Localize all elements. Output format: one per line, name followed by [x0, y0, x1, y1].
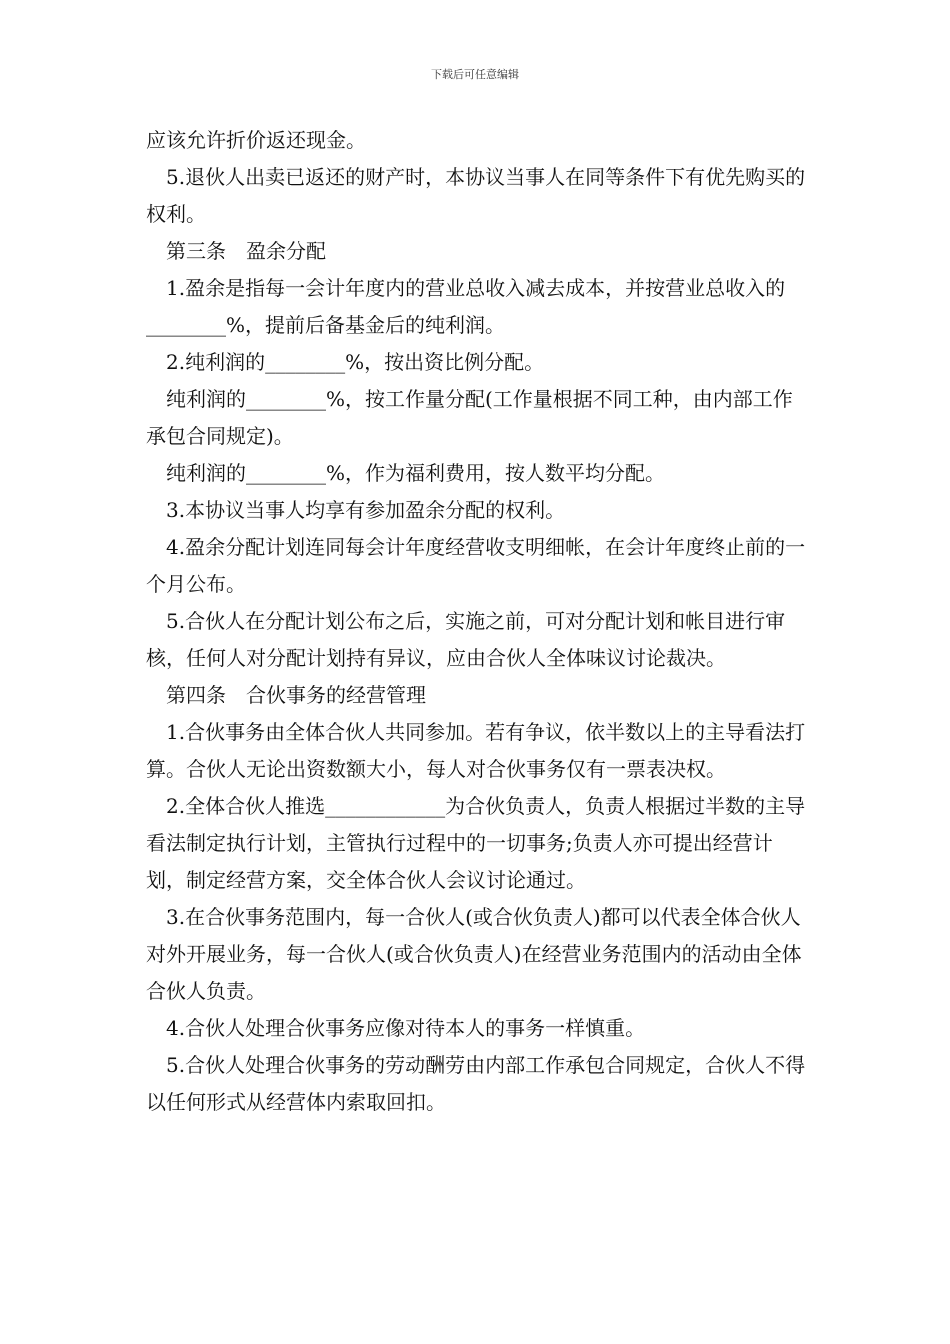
paragraph: 2.全体合伙人推选____________为合伙负责人，负责人根据过半数的主导看法制定执行计划，主管执行过程中的一切事务;负责人亦可提出经营计划，制定经营方案，交全体合伙人会议讨论通过。: [146, 794, 806, 892]
document-body: [146, 122, 810, 1121]
paragraph: 4.合伙人处理合伙事务应像对待本人的事务一样慎重。: [166, 1016, 646, 1040]
paragraph: 1.盈余是指每一会计年度内的营业总收入减去成本，并按营业总收入的________%，提前后备基金后的纯利润。: [146, 276, 786, 337]
paragraph: 1.合伙事务由全体合伙人共同参加。若有争议，依半数以上的主导看法打算。合伙人无论出资数额大小，每人对合伙事务仅有一票表决权。: [146, 720, 806, 781]
paragraph: 2.纯利润的________%，按出资比例分配。: [166, 350, 545, 374]
paragraph: 5.合伙人在分配计划公布之后，实施之前，可对分配计划和帐目进行审核，任何人对分配计划持有异议，应由合伙人全体味议讨论裁决。: [146, 609, 786, 670]
section-heading: 第三条 盈余分配: [166, 239, 326, 263]
paragraph: 纯利润的________%，作为福利费用，按人数平均分配。: [166, 461, 666, 485]
paragraph: 纯利润的________%，按工作量分配(工作量根据不同工种，由内部工作承包合同规定)。: [146, 387, 793, 448]
paragraph: 5.合伙人处理合伙事务的劳动酬劳由内部工作承包合同规定，合伙人不得以任何形式从经营体内索取回扣。: [146, 1053, 806, 1114]
paragraph: 3.本协议当事人均享有参加盈余分配的权利。: [166, 498, 566, 522]
paragraph: 3.在合伙事务范围内，每一合伙人(或合伙负责人)都可以代表全体合伙人对外开展业务，每一合伙人(或合伙负责人)在经营业务范围内的活动由全体合伙人负责。: [146, 905, 802, 1003]
page-header: 下载后可任意编辑: [431, 68, 519, 81]
paragraph: 4.盈余分配计划连同每会计年度经营收支明细帐，在会计年度终止前的一个月公布。: [146, 535, 806, 596]
section-heading: 第四条 合伙事务的经营管理: [166, 683, 426, 707]
paragraph: 5.退伙人出卖已返还的财产时，本协议当事人在同等条件下有优先购买的权利。: [146, 165, 806, 226]
paragraph: 应该允许折价返还现金。: [146, 128, 366, 152]
